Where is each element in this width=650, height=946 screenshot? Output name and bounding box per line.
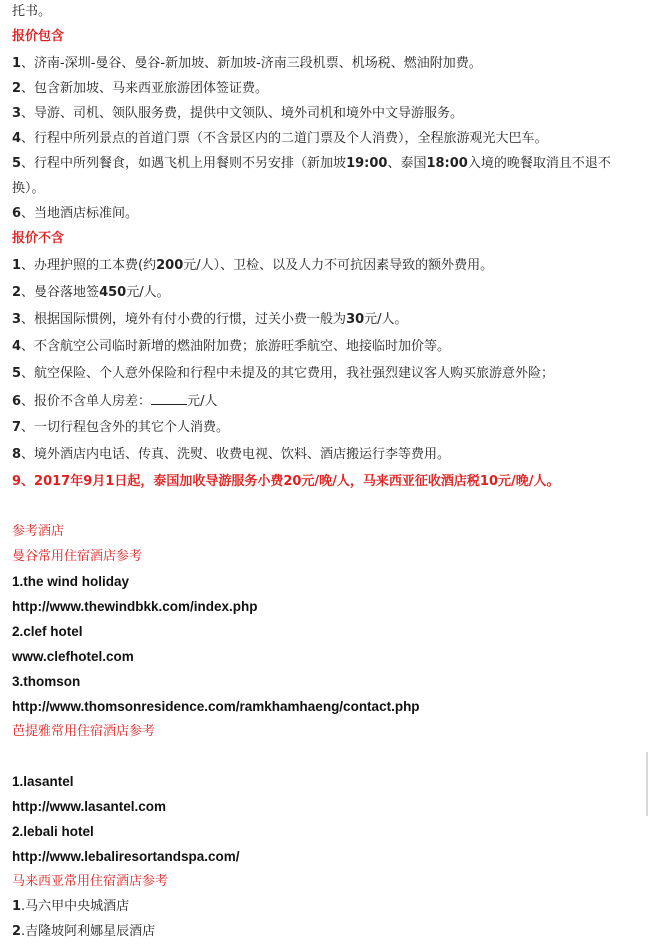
bangkok-hotel-2-name: 2.clef hotel	[12, 624, 83, 639]
included-heading: 报价包含	[12, 29, 65, 44]
bangkok-hotel-1-url: http://www.thewindbkk.com/index.php	[12, 599, 258, 614]
scrollbar-track[interactable]	[646, 752, 648, 816]
excluded-item-3: 3、根据国际惯例，境外有付小费的行惯，过关小费一般为30元/人。	[12, 312, 408, 327]
excluded-item-4: 4、不含航空公司临时新增的燃油附加费；旅游旺季航空、地接临时加价等。	[12, 339, 451, 354]
excluded-item-8: 8、境外酒店内电话、传真、洗熨、收费电视、饮料、酒店搬运行李等费用。	[12, 447, 451, 462]
pattaya-hotel-1-url: http://www.lasantel.com	[12, 799, 167, 814]
excluded-item-1: 1、办理护照的工本费(约200元/人）、卫检、以及人力不可抗因素导致的额外费用。	[12, 258, 494, 273]
excluded-item-5: 5、航空保险、个人意外保险和行程中未提及的其它费用，我社强烈建议客人购买旅游意外险；	[12, 366, 555, 381]
bangkok-hotels-heading: 曼谷常用住宿酒店参考	[12, 549, 143, 564]
excluded-item-2: 2、曼谷落地签450元/人。	[12, 285, 170, 300]
pattaya-hotel-2-url: http://www.lebaliresortandspa.com/	[12, 849, 240, 864]
top-line: 托书。	[12, 4, 52, 19]
included-item-4: 4、行程中所列景点的首道门票（不含景区内的二道门票及个人消费），全程旅游观光大巴车。	[12, 131, 548, 146]
excluded-heading: 报价不含	[12, 231, 65, 246]
pattaya-hotel-1-name: 1.lasantel	[12, 774, 74, 789]
malaysia-hotel-2: 2.吉隆坡阿利娜星辰酒店	[12, 924, 156, 939]
included-item-6: 6、当地酒店标准间。	[12, 206, 139, 221]
hotels-heading: 参考酒店	[12, 524, 65, 539]
included-item-5: 5、行程中所列餐食，如遇飞机上用餐则不另安排（新加坡19:00、泰国18:00入境的晚餐取消且不退不	[12, 156, 611, 171]
included-item-2: 2、包含新加坡、马来西亚旅游团体签证费。	[12, 81, 269, 96]
bangkok-hotel-2-url: www.clefhotel.com	[12, 649, 134, 664]
included-item-5-continued: 换）。	[12, 181, 45, 196]
bangkok-hotel-3-name: 3.thomson	[12, 674, 81, 689]
included-item-3: 3、导游、司机、领队服务费，提供中文领队、境外司机和境外中文导游服务。	[12, 106, 464, 121]
pattaya-hotel-2-name: 2.lebali hotel	[12, 824, 94, 839]
malaysia-hotel-1: 1.马六甲中央城酒店	[12, 899, 130, 914]
blank-fill-line	[151, 392, 187, 405]
pattaya-hotels-heading: 芭提雅常用住宿酒店参考	[12, 724, 156, 739]
bangkok-hotel-1-name: 1.the wind holiday	[12, 574, 130, 589]
bangkok-hotel-3-url: http://www.thomsonresidence.com/ramkhamhaeng/contact.php	[12, 699, 420, 714]
excluded-item-6: 6、报价不含单人房差： 元/人	[12, 394, 218, 409]
included-item-1: 1、济南-深圳-曼谷、曼谷-新加坡、新加坡-济南三段机票、机场税、燃油附加费。	[12, 56, 482, 71]
excluded-item-7: 7、一切行程包含外的其它个人消费。	[12, 420, 230, 435]
excluded-item-9: 9、2017年9月1日起，泰国加收导游服务小费20元/晚/人，马来西亚征收酒店税10元/晚/人。	[12, 474, 560, 489]
malaysia-hotels-heading: 马来西亚常用住宿酒店参考	[12, 874, 169, 889]
